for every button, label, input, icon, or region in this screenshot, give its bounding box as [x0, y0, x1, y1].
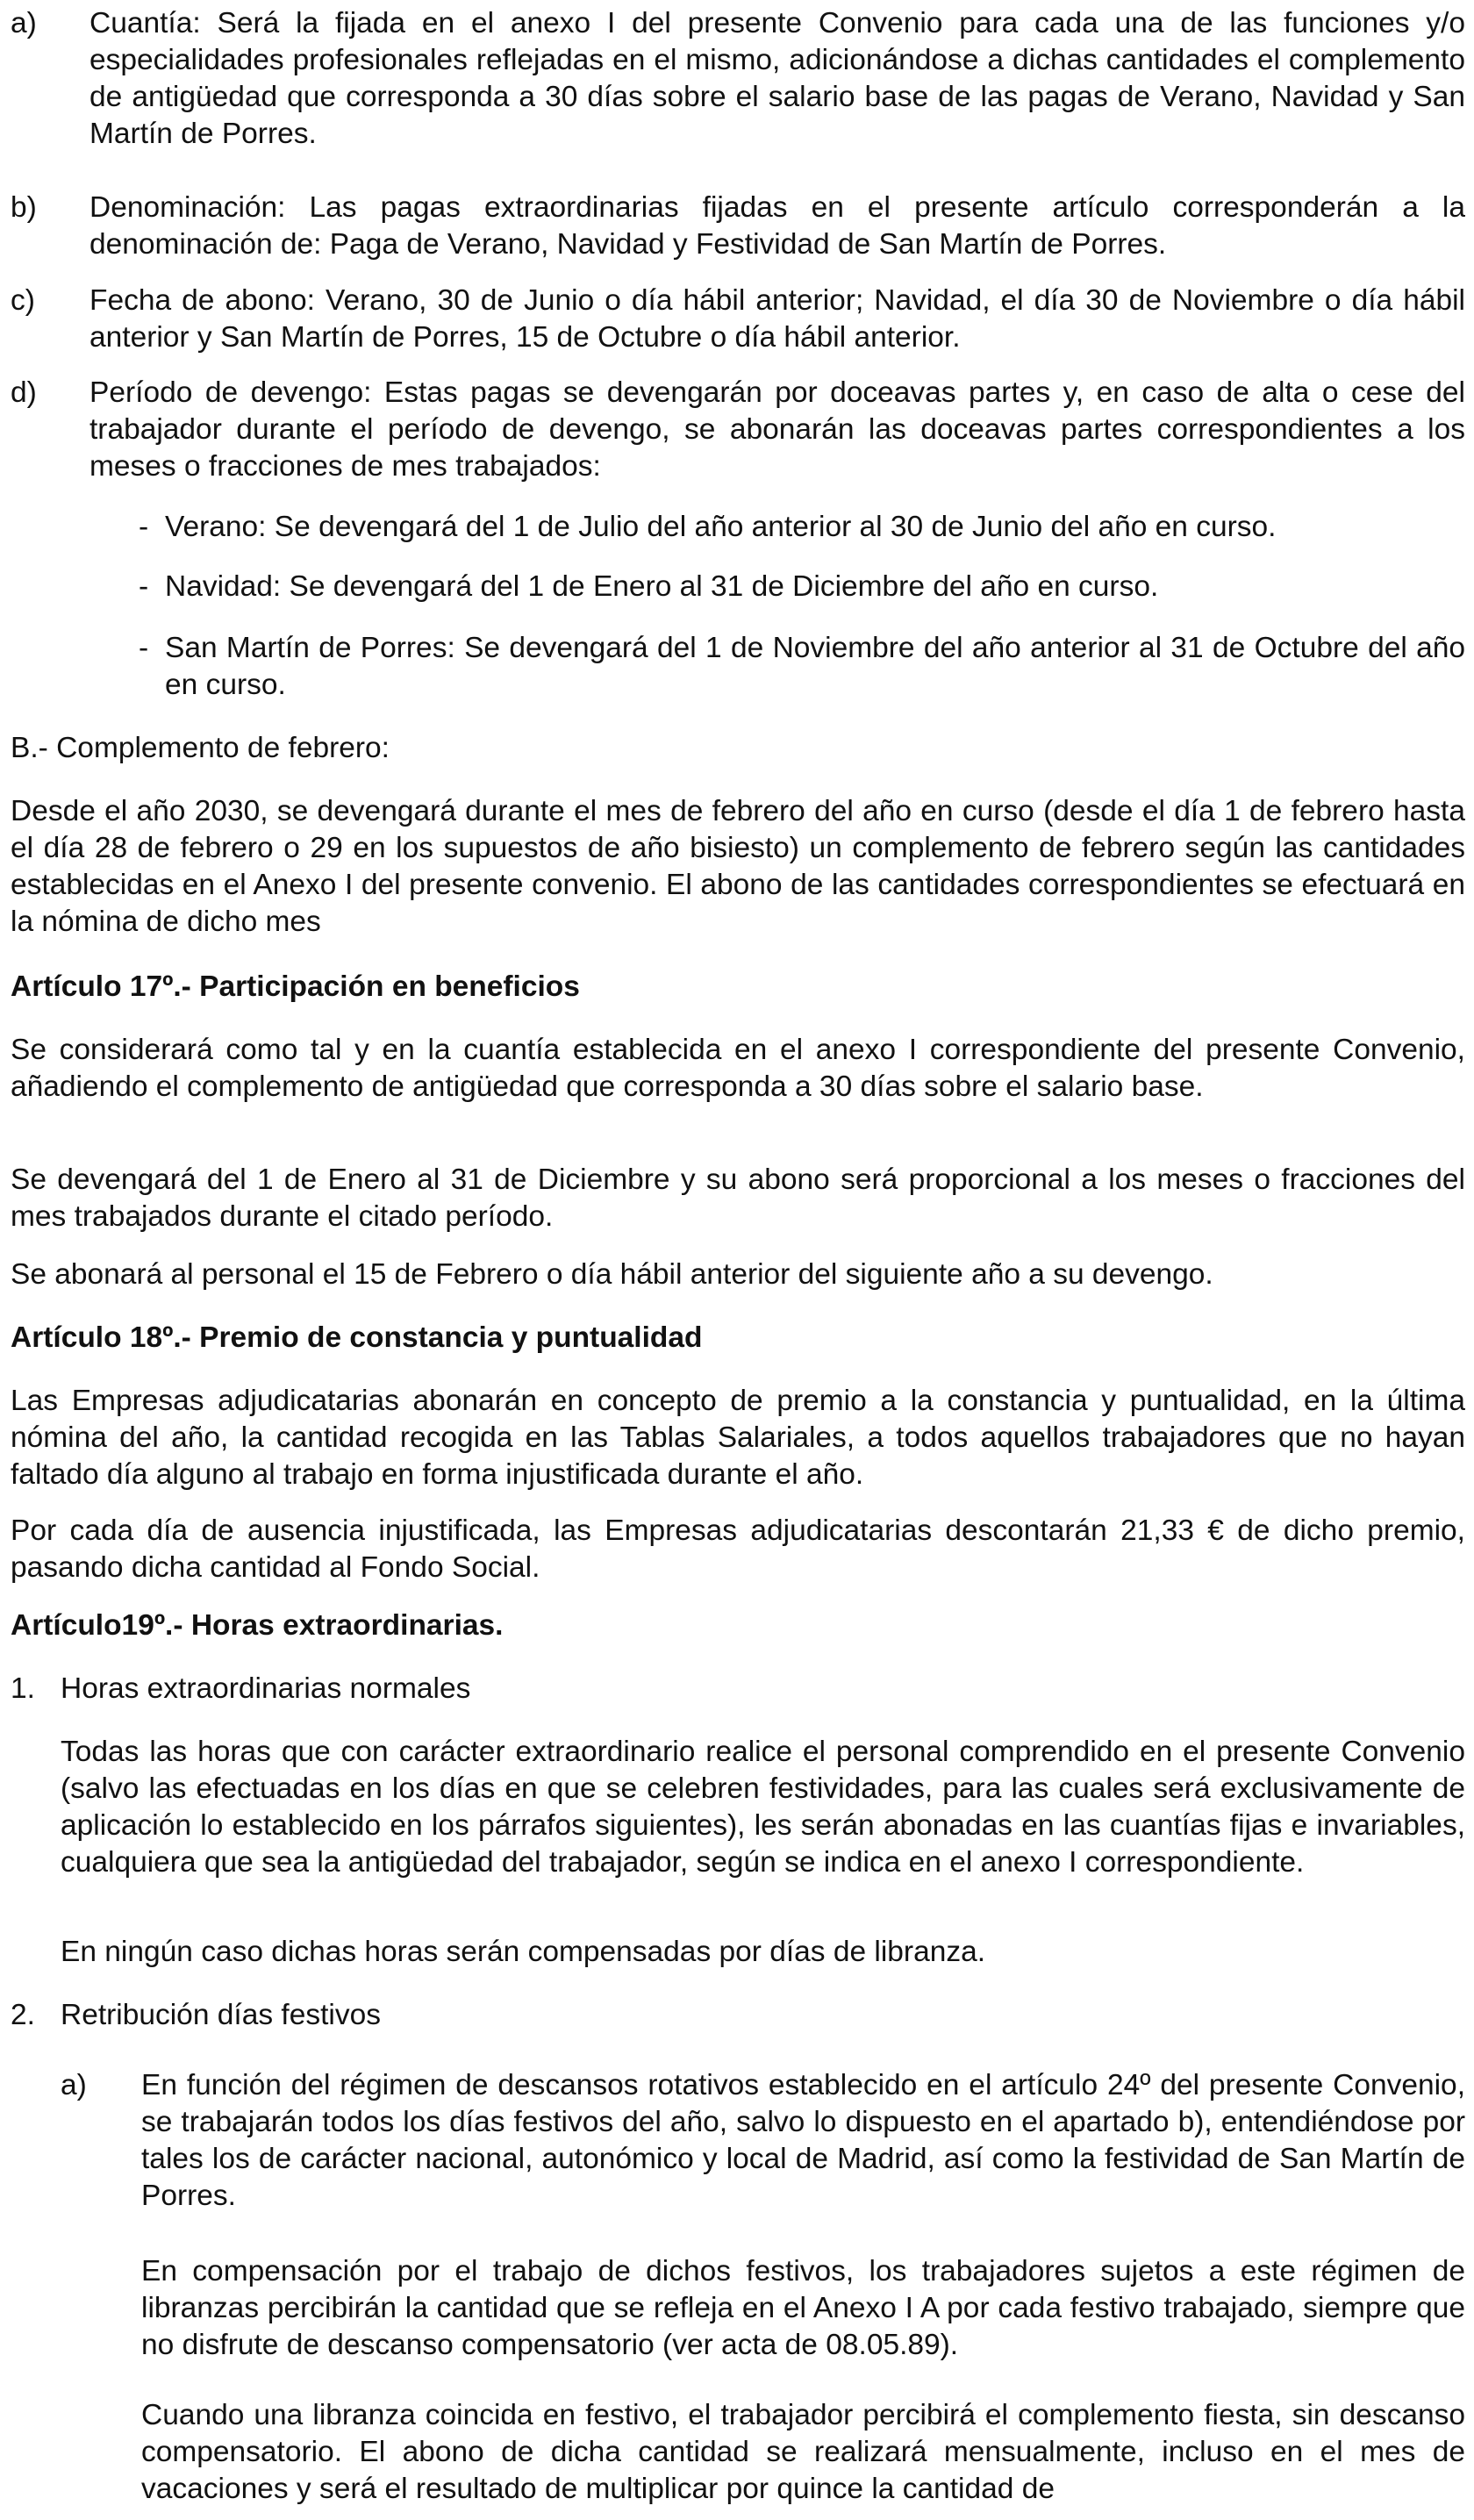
- dash-bullet: -: [139, 570, 149, 603]
- art19-section-1-title: [11, 1671, 1465, 1707]
- art17-paragraph-1: Se considerará como tal y en la cuantía establecida en el anexo I correspondiente del presente Convenio, añadiendo el complemento de antigüedad que corresponda a 30 días sobre el salario base.: [11, 1034, 1465, 1103]
- art18-heading: Artículo 18º.- Premio de constancia y puntualidad: [11, 1321, 703, 1354]
- period-text: Verano: Se devengará del 1 de Julio del año anterior al 30 de Junio del año en curso.: [165, 511, 1277, 543]
- period-item-san-martin: [139, 630, 1465, 704]
- period-text: Navidad: Se devengará del 1 de Enero al 31 de Diciembre del año en curso.: [165, 570, 1159, 603]
- section-title: Horas extraordinarias normales: [61, 1672, 471, 1705]
- list-item-d: [11, 375, 1465, 485]
- list-text: Denominación: Las pagas extraordinarias fijadas en el presente artículo corresponderán a la denominación de: Paga de Verano, Navidad y Festividad de San Martín de Porres.: [89, 191, 1465, 261]
- list-item-c: [11, 283, 1465, 356]
- art19-section-1-paragraph-1: Todas las horas que con carácter extraordinario realice el personal comprendido en el presente Convenio (salvo las efectuadas en los días en que se celebren festividades, para las cuales será exclusivamente de aplicación lo establecido en los párrafos siguientes), les serán abonadas en las cuantías fijas e invariables, cualquiera que sea la antigüedad del trabajador, según se indica en el anexo I correspondiente.: [61, 1736, 1465, 1879]
- list-text: Fecha de abono: Verano, 30 de Junio o día hábil anterior; Navidad, el día 30 de Noviembre o día hábil anterior y San Martín de Porres, 15 de Octubre o día hábil anterior.: [89, 284, 1465, 354]
- section-number: 2.: [11, 1999, 35, 2031]
- list-label: c): [11, 284, 35, 317]
- list-label: b): [11, 191, 37, 224]
- period-item-navidad: [139, 569, 1465, 605]
- art17-heading: Artículo 17º.- Participación en beneficios: [11, 970, 580, 1003]
- list-item-b: [11, 190, 1465, 263]
- list-item-a: [11, 5, 1465, 153]
- period-text: San Martín de Porres: Se devengará del 1 de Noviembre del año anterior al 31 de Octubre del año en curso.: [165, 632, 1465, 701]
- art19-section-2a-paragraph-3: Cuando una libranza coincida en festivo, el trabajador percibirá el complemento fiesta, sin descanso compensatorio. El abono de dicha cantidad se realizará mensualmente, incluso en el mes de vacaciones y será el resultado de multiplicar por quince la cantidad de: [141, 2399, 1465, 2505]
- art17-paragraph-2: Se devengará del 1 de Enero al 31 de Diciembre y su abono será proporcional a los meses o fracciones del mes trabajados durante el citado período.: [11, 1163, 1465, 1233]
- list-text: Período de devengo: Estas pagas se devengarán por doceavas partes y, en caso de alta o cese del trabajador durante el período de devengo, se abonarán las doceavas partes correspondientes a los meses o fracciones de mes trabajados:: [89, 376, 1465, 483]
- art19-section-2-title: [11, 1997, 1465, 2034]
- list-label: d): [11, 376, 37, 409]
- art18-paragraph-1: Las Empresas adjudicatarias abonarán en concepto de premio a la constancia y puntualidad, en la última nómina del año, la cantidad recogida en las Tablas Salariales, a todos aquellos trabajadores que no hayan faltado día alguno al trabajo en forma injustificada durante el año.: [11, 1385, 1465, 1491]
- section-b-title: B.- Complemento de febrero:: [11, 732, 390, 764]
- art18-paragraph-2: Por cada día de ausencia injustificada, las Empresas adjudicatarias descontarán 21,33 € de dicho premio, pasando dicha cantidad al Fondo Social.: [11, 1514, 1465, 1584]
- art17-paragraph-3: Se abonará al personal el 15 de Febrero o día hábil anterior del siguiente año a su devengo.: [11, 1258, 1213, 1291]
- section-number: 1.: [11, 1672, 35, 1705]
- section-2a-paragraph-1: En función del régimen de descansos rotativos establecido en el artículo 24º del presente Convenio, se trabajarán todos los días festivos del año, salvo lo dispuesto en el apartado b), entendiéndose por tales los de carácter nacional, autonómico y local de Madrid, así como la festividad de San Martín de Porres.: [141, 2069, 1465, 2212]
- section-title: Retribución días festivos: [61, 1999, 381, 2031]
- list-label: a): [11, 7, 37, 39]
- art19-section-2a: [61, 2067, 1465, 2215]
- period-item-verano: [139, 509, 1465, 546]
- art19-section-1-paragraph-2: En ningún caso dichas horas serán compensadas por días de libranza.: [61, 1936, 986, 1968]
- dash-bullet: -: [139, 511, 149, 543]
- art19-heading: Artículo19º.- Horas extraordinarias.: [11, 1609, 504, 1642]
- list-text: Cuantía: Será la fijada en el anexo I del presente Convenio para cada una de las funciones y/o especialidades profesionales reflejadas en el mismo, adicionándose a dichas cantidades el complemento de antigüedad que corresponda a 30 días sobre el salario base de las pagas de Verano, Navidad y San Martín de Porres.: [89, 7, 1465, 150]
- section-b-text: Desde el año 2030, se devengará durante el mes de febrero del año en curso (desde el día 1 de febrero hasta el día 28 de febrero o 29 en los supuestos de año bisiesto) un complemento de febrero según las cantidades establecidas en el Anexo I del presente convenio. El abono de las cantidades correspondientes se efectuará en la nómina de dicho mes: [11, 795, 1465, 938]
- dash-bullet: -: [139, 632, 149, 664]
- art19-section-2a-paragraph-2: En compensación por el trabajo de dichos festivos, los trabajadores sujetos a este régimen de libranzas percibirán la cantidad que se refleja en el Anexo I A por cada festivo trabajado, siempre que no disfrute de descanso compensatorio (ver acta de 08.05.89).: [141, 2255, 1465, 2361]
- list-label: a): [61, 2069, 87, 2101]
